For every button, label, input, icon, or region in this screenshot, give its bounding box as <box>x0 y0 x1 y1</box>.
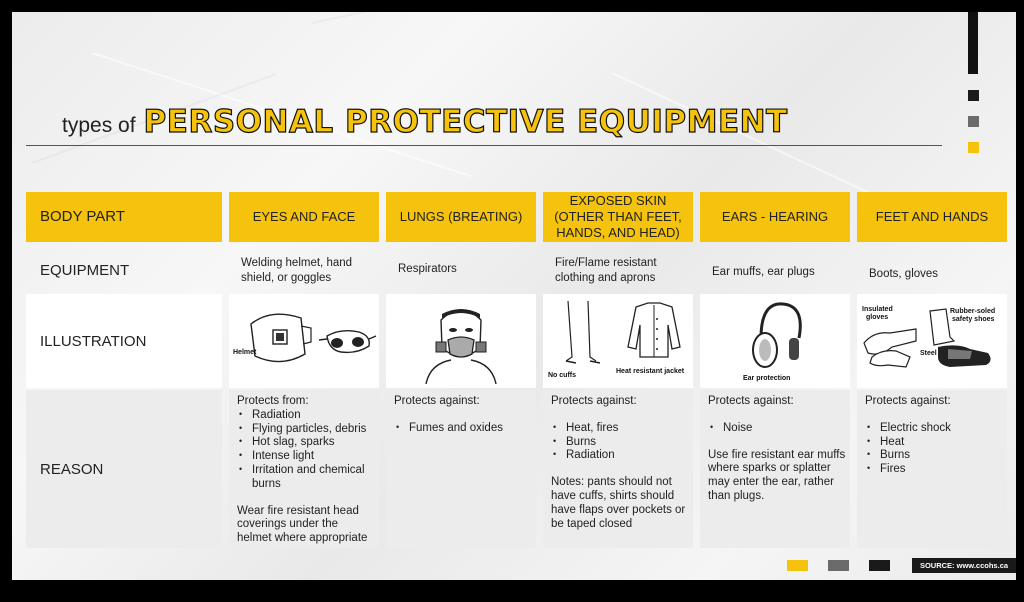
illus-label-no-cuffs: No cuffs <box>548 372 576 379</box>
reason-item: • Burns <box>551 436 689 450</box>
header-col-4: EARS - HEARING <box>700 192 850 242</box>
reason-note: Use fire resistant ear muffs where sparks or splatter may enter the ear, rather than plugs. <box>708 448 846 502</box>
illus-label-ear-protection: Ear protection <box>743 375 791 382</box>
reason-col-2 <box>386 390 536 548</box>
header-body-part: BODY PART <box>26 192 222 242</box>
illustration-feet-hands <box>857 294 1007 388</box>
footer-square-dark <box>869 560 890 571</box>
illus-label-rubber-soled: Rubber-soled <box>950 308 996 315</box>
illus-label-insulated: Insulated <box>862 306 893 313</box>
reason-item: • Radiation <box>551 449 689 463</box>
title-divider <box>26 145 942 146</box>
gloves-shoes-illustration <box>858 301 1006 381</box>
equipment-col-1: Welding helmet, hand shield, or goggles <box>241 257 353 284</box>
welding-helmet-icon <box>231 306 377 376</box>
reason-item: • Hot slag, sparks <box>237 436 375 450</box>
reason-list <box>237 409 375 492</box>
reason-item: • Flying particles, debris <box>237 423 375 437</box>
gloves-icon <box>864 329 916 367</box>
footer-square-gray <box>828 560 849 571</box>
header-col-1: EYES AND FACE <box>229 192 379 242</box>
decor-square-gray <box>968 116 979 127</box>
reason-col-4 <box>700 390 850 548</box>
equipment-col-2: Respirators <box>398 263 457 275</box>
equipment-col-4: Ear muffs, ear plugs <box>712 266 815 278</box>
row-label-reason: REASON <box>26 390 222 548</box>
row-label-equipment: EQUIPMENT <box>40 261 130 279</box>
respirator-icon <box>406 298 516 384</box>
reason-intro: Protects against: <box>551 395 637 407</box>
decor-square-dark <box>968 90 979 101</box>
equipment-col-3: Fire/Flame resistant clothing and aprons <box>555 257 657 284</box>
reason-list <box>394 422 532 436</box>
page-title <box>62 104 788 140</box>
illus-label-safety-shoes: safety shoes <box>952 316 995 323</box>
reason-intro: Protects from: <box>237 395 309 407</box>
source-credit: SOURCE: www.ccohs.ca <box>912 558 1016 573</box>
illus-label-gloves: gloves <box>866 314 889 321</box>
pants-icon <box>566 301 600 363</box>
title-main: PERSONAL PROTECTIVE EQUIPMENT <box>143 104 788 140</box>
reason-col-1 <box>229 390 379 548</box>
illus-label-jacket: Heat resistant jacket <box>616 368 685 375</box>
illus-label-steel: Steel <box>920 350 937 357</box>
reason-item: • Burns <box>865 449 1003 463</box>
reason-intro: Protects against: <box>394 395 480 407</box>
header-col-2: LUNGS (BREATING) <box>386 192 536 242</box>
illus-label-helmet: Helmet <box>233 349 257 356</box>
ear-muffs-icon <box>725 298 825 384</box>
reason-col-3 <box>543 390 693 548</box>
illustration-ears <box>700 294 850 388</box>
reason-item: • Electric shock <box>865 422 1003 436</box>
title-prefix: types of <box>62 114 136 137</box>
infographic-canvas <box>12 12 1016 580</box>
reason-item: • Irritation and chemical burns <box>237 464 375 492</box>
reason-item: • Heat, fires <box>551 422 689 436</box>
reason-item: • Radiation <box>237 409 375 423</box>
reason-list <box>865 422 1003 477</box>
equipment-col-5: Boots, gloves <box>869 268 939 280</box>
illustration-eyes-face <box>229 294 379 388</box>
clothing-illustration <box>544 297 692 385</box>
illustration-lungs <box>386 294 536 388</box>
reason-intro: Protects against: <box>865 395 951 407</box>
reason-item: • Heat <box>865 436 1003 450</box>
header-col-3: EXPOSED SKIN (OTHER THAN FEET, HANDS, AND HEAD) <box>543 192 693 242</box>
decor-bar <box>968 12 978 74</box>
reason-list <box>551 422 689 463</box>
header-col-5: FEET AND HANDS <box>857 192 1007 242</box>
paper-texture <box>312 12 801 24</box>
reason-note: Wear fire resistant head coverings under the helmet where appropriate <box>237 504 368 545</box>
footer-square-yellow <box>787 560 808 571</box>
illustration-skin <box>543 294 693 388</box>
reason-intro: Protects against: <box>708 395 794 407</box>
reason-item: • Noise <box>708 422 846 436</box>
reason-item: • Intense light <box>237 450 375 464</box>
row-label-illustration: ILLUSTRATION <box>26 294 222 388</box>
goggles-icon <box>319 331 376 353</box>
jacket-icon <box>628 303 680 357</box>
reason-item: • Fires <box>865 463 1003 477</box>
reason-list <box>708 422 846 436</box>
reason-col-5 <box>857 390 1007 548</box>
reason-item: • Fumes and oxides <box>394 422 532 436</box>
decor-square-yellow <box>968 142 979 153</box>
reason-note: Notes: pants should not have cuffs, shirts should have flaps over pockets or be taped closed <box>551 476 686 530</box>
